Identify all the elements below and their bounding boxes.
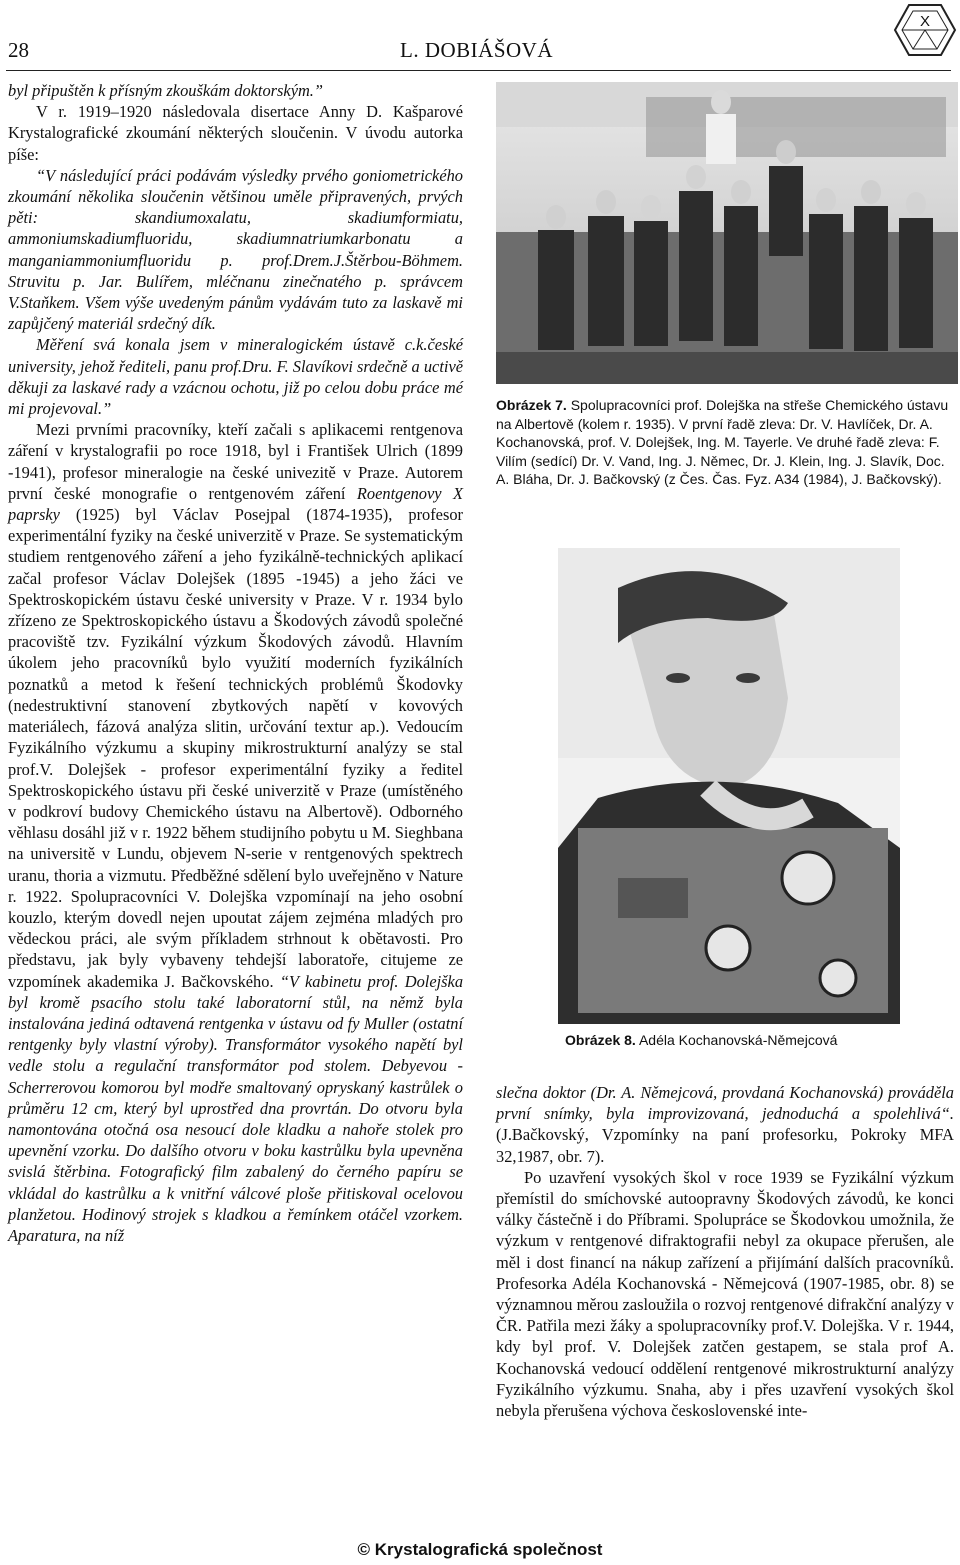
paragraph: byl připuštěn k přísným zkouškám doktorským.” [8,81,324,100]
caption-text: Adéla Kochanovská-Němejcová [635,1032,838,1048]
quote-paragraph: “V následující práci podávám výsledky prvého goniometrického zkoumání několika sloučenin většinou uměle připravených, prvých pěti: skandiumoxalatu, skadiumformiatu, ammoniumskadiumfluoridu, skadiumnatriumkarbonatu a manganiammoniumfluoridu p. prof.Drem.J.Štěrbou-Böhmem. Struvitu p. Jar. Bulířem, mléčnanu zinečnatého p. správcem V.Staňkem. Všem výše uvedeným pánům vydávám tuto za laskavě mi zapůjčený materiál srdečný dík. [8,165,463,334]
quote-text: “V kabinetu prof. Dolejška byl kromě psacího stolu také laboratorní stůl, na němž byla instalována jediná odtavená rentgenka v ústavu od fy Muller (ostatní rentgenky byly vlastní výroby). Transformátor vysokého napětí byl vedle stolu a regulační transformátor pod stolem. Debyevou - Scherrerovou komorou byl modře smaltovaný opryskaný kastrůlek o průměru 12 cm, který byl uprostřed dna provrtán. Do otvoru byla namontována otočná osa nesoucí dole kladku a nahoře stolek pro upevnění vzorku. Do dalšího otvoru v boku kastrůlku byla upevněna svislá štěrbina. Fotografický film zabalený do černého papíru se vkládal do kastrůlku a k vnitřní válcové ploše přitiskoval ocelovou planžetou. Hodinový strojek s kladkou a řemínkem otáčel vzorkem. Aparatura, na níž [8,971,464,1245]
footer-copyright: © Krystalografická společnost [357,1540,603,1559]
figure-label: Obrázek 8. [565,1032,636,1048]
paragraph [8,419,463,1246]
figure-8-caption [565,1032,945,1048]
book-title: Roentgenovy X paprsky [8,483,463,525]
paragraph-text: (1925) byl Václav Posejpal (1874-1935), profesor experimentální fyziky na české univerzitě v Praze. Se systematickým studiem rentgenového záření a jeho fyzikálně-technických aplikací začal profesor Václav Dolejšek (1895 -1945) a jeho žáci ve Spektroskopickém ústavu české university v Praze. V r. 1934 bylo zřízeno ze Spektroskopického ústavu a Škodových závodů společné pracoviště tzv. Fyzikální výzkum Škodových závodů. Hlavním úkolem jeho pracovníků bylo využití moderních fyzikálních poznatků a metod k řešení technických problémů Škodovky (nedestruktivní stanovení zbytkových napětí v kovových materiálech, fázová analýza slitin, určování textur ap.). Vedoucím Fyzikálního výzkumu a skupiny mikrostrukturní analýzy se stal prof.V. Dolejšek - profesor experimentální fyziky a ředitel Spektroskopického ústavu při české univerzitě v Praze (umístěného v podkroví budovy Chemického ústavu na Albertově). Odborného věhlasu dosáhl již v r. 1922 během studijního pobytu u M. Sieghbana na universitě v Lundu, objevem N-serie v rentgenových spektrech uranu, thoria a vizmutu. Předběžné sdělení bylo uveřejněno v Nature r. 1922. Spolupracovníci V. Dolejška vzpomínají na jeho osobní kouzlo, kterým dovedl nejen upoutat zájem zejména mladých pro vědeckou práci, ale svým příkladem strhnout k obětavosti. Pro představu, jak byly vybaveny tehdejší laboratoře, citujeme ze vzpomínek akademika J. Bačkovského. [8,505,463,991]
figure-label: Obrázek 7. [496,397,567,413]
group-photo-image [496,82,958,384]
header-divider [6,70,951,71]
figure-7-caption [496,396,956,489]
paragraph-text: Mezi prvními pracovníky, kteří začali s aplikacemi rentgenova záření v krystalografii po roce 1918, byl i František Ulrich (1899 -1941), profesor mineralogie na české univezitě v Praze. Autorem první české monografie o rentgenovém záření [8,420,463,503]
svg-text:X: X [919,13,931,30]
page-number: 28 [8,38,29,62]
quote-text: slečna doktor (Dr. A. Němejcová, provdaná Kochanovská) prováděla první snímky, byla improvizovaná, jednoduchá a spolehlivá“. [496,1083,954,1124]
running-header-author: L. DOBIÁŠOVÁ [400,38,553,62]
right-text-column [496,1082,954,1421]
quote-paragraph: Měření svá konala jsem v mineralogickém ústavě c.k.české university, jehož řediteli, panu prof.Dru. F. Slavíkovi srdečně a uctivě děkuji za laskavé rady a vzácnou ochotu, již po celou dobu práce mé mi projevoval.” [8,335,463,419]
caption-text: Spolupracovníci prof. Dolejška na střeše Chemického ústavu na Albertově (kolem r. 1935). V první řadě zleva: Dr. V. Havlíček, Dr. A. Kochanovská, prof. V. Dolejšek, Ing. M. Tayerle. Ve druhé řadě zleva: F. Vilím (sedící) Dr. V. Vand, Ing. J. Němec, Dr. J. Klein, Ing. J. Slavík, Doc. A. Bláha, Dr. J. Bačkovský (z Čes. Čas. Fyz. A34 (1984), J. Bačkovský). [496,397,949,488]
paragraph: V r. 1919–1920 následovala disertace Anny D. Kašparové Krystalografické zkoumání některých sloučenin. V úvodu autorka píše: [8,102,463,164]
society-logo-icon [893,2,957,58]
portrait-photo-image [558,548,900,1024]
paragraph: Po uzavření vysokých škol v roce 1939 se Fyzikální výzkum přemístil do smíchovské autoopravny Škodových závodů, ke konci války částečně i do Příbrami. Spolupráce se Škodovkou umožnila, že výzkum v rentgenové difraktografii nebyl za okupace přerušen, ale měl i dost financí na nákup zařízení a přijímání dalších pracovníků. Profesorka Adéla Kochanovská - Němejcová (1907-1985, obr. 8) se významnou měrou zasloužila o rozvoj rentgenové difrakční analýzy v ČR. Patřila mezi žáky a spolupracovníky prof.V. Dolejška. V r. 1944, kdy byl prof. V. Dolejšek zatčen gestapem, se stala prof A. Kochanovská vedoucí oddělení rentgenové mikrostrukturní analýzy Fyzikálního výzkumu. Snaha, aby i přes uzavření vysokých škol nebyla přerušena výchova československé inte- [496,1167,954,1421]
paragraph [496,1082,954,1167]
left-text-column [8,80,463,1246]
paragraph-text: (J.Bačkovský, Vzpomínky na paní profesorku, Pokroky MFA 32,1987, obr. 7). [496,1125,954,1166]
